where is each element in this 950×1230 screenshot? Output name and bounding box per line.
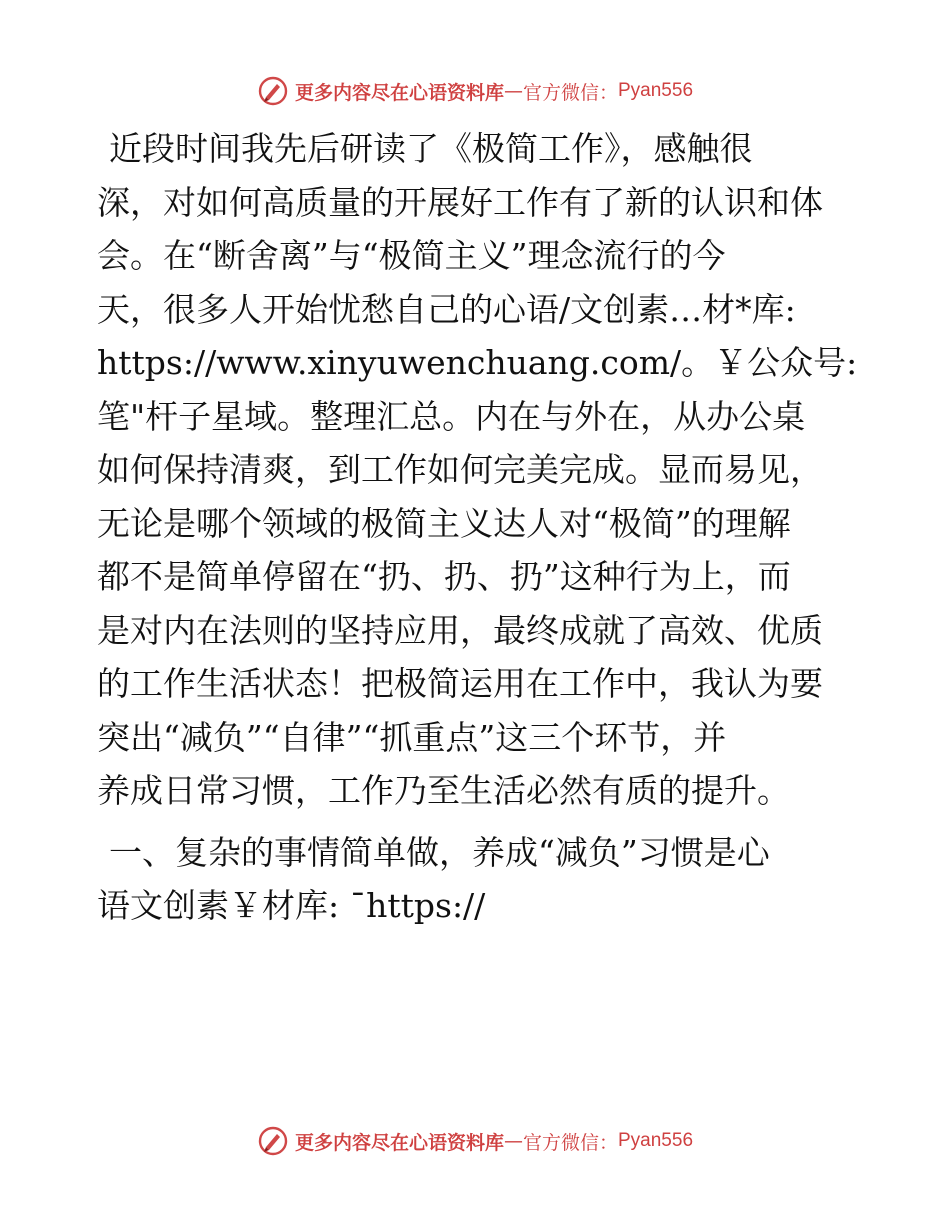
paragraph-gap	[97, 818, 867, 826]
text-line: 养成日常习惯，工作乃至生活必然有质的提升。	[97, 771, 790, 810]
section-heading-line: 一、复杂的事情简单做，养成“减负”习惯是心	[109, 832, 770, 872]
footer-watermark	[0, 1122, 950, 1160]
text-line: 深，对如何高质量的开展好工作有了新的认识和体	[97, 182, 823, 222]
text-line: 是对内在法则的坚持应用，最终成就了高效、优质	[97, 610, 823, 650]
text-line: 笔"杆子星域。整理汇总。内在与外在，从办公桌	[97, 396, 806, 436]
banner-dash: —	[503, 80, 523, 102]
banner-wechat-id: Pyan556	[618, 80, 694, 101]
text-line: 突出“减负”“自律”“抓重点”这三个环节，并	[97, 717, 727, 757]
pen-logo-icon	[257, 1125, 289, 1157]
banner-main-text: 更多内容尽在心语资料库	[294, 1131, 504, 1154]
banner-wechat-label: 官方微信：	[522, 1131, 618, 1154]
text-line: https://www.xinyuwenchuang.com/。￥公众号:	[97, 343, 858, 382]
banner-wechat-label: 官方微信：	[522, 81, 618, 104]
text-line: 会。在“断舍离”与“极简主义”理念流行的今	[97, 236, 726, 275]
text-line: 语文创素￥材库: ¯https://	[97, 886, 486, 925]
text-line: 的工作生活状态！把极简运用在工作中，我认为要	[97, 664, 823, 703]
banner-dash: —	[503, 1130, 523, 1152]
text-line: 如何保持清爽，到工作如何完美完成。显而易见，	[97, 450, 823, 489]
text-line: 天，很多人开始忧愁自己的心语/文创素…材*库:	[97, 289, 796, 329]
text-line: 近段时间我先后研读了《极简工作》，感触很	[109, 129, 753, 168]
paragraph-section-one	[97, 826, 867, 933]
paragraph-intro	[97, 122, 867, 818]
banner-main-text: 更多内容尽在心语资料库	[294, 81, 504, 104]
pen-logo-icon	[257, 75, 289, 107]
document-body	[97, 122, 867, 933]
header-watermark	[0, 72, 950, 110]
banner-wechat-id: Pyan556	[618, 1130, 694, 1151]
text-line: 无论是哪个领域的极简主义达人对“极简”的理解	[97, 503, 791, 543]
text-line: 都不是简单停留在“扔、扔、扔”这种行为上，而	[97, 557, 791, 596]
